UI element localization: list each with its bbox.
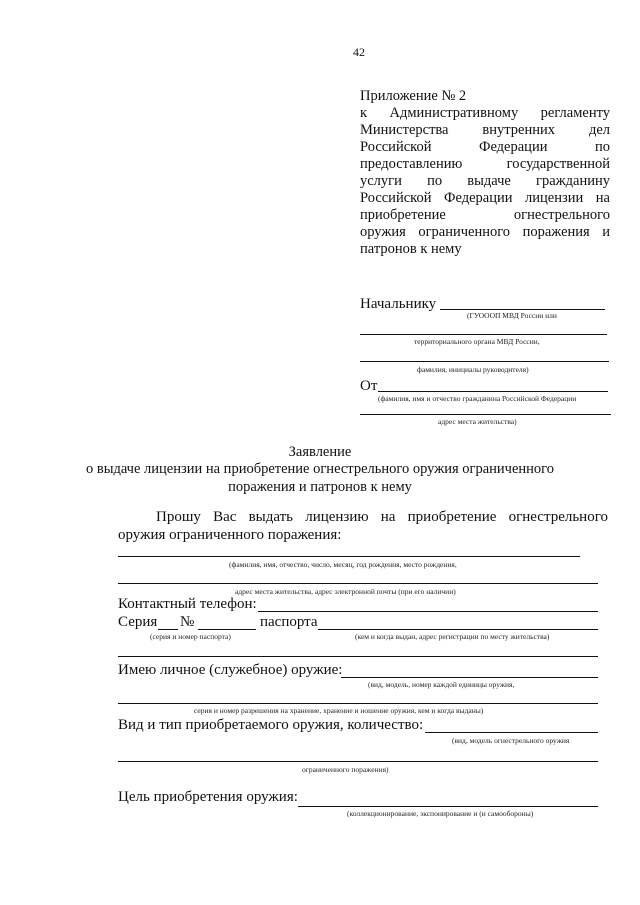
caption-passport-issued: (кем и когда выдан, адрес регистрации по месту жительства): [355, 632, 550, 641]
caption-permit: серия и номер разрешения на хранение, хранение и ношение оружия, кем и когда выданы): [194, 706, 484, 715]
acquire-field[interactable]: [425, 732, 598, 733]
caption-purpose: (коллекционирование, экспонирование и (и самообороны): [347, 809, 534, 818]
own-weapon-label: Имею личное (служебное) оружие:: [118, 662, 343, 678]
caption-head: (ГУОООП МВД России или: [467, 311, 557, 320]
request-line: Прошу Вас выдать лицензию на приобретение огнестрельного: [156, 509, 608, 525]
document-title: Заявление: [288, 444, 352, 460]
request-paragraph: [118, 508, 608, 544]
passport-label: паспорта: [260, 614, 318, 630]
address-field[interactable]: [360, 414, 611, 415]
appendix-line: предоставлению государственной: [360, 156, 610, 172]
appendix-line: Российской Федерации по: [360, 139, 610, 155]
from-field[interactable]: [378, 391, 608, 392]
territorial-field[interactable]: [360, 334, 607, 335]
page-number: 42: [353, 45, 365, 59]
appendix-line: приобретение огнестрельного: [360, 207, 610, 223]
appendix-line: Приложение № 2: [360, 88, 467, 104]
caption-limited: ограниченного поражения): [302, 765, 389, 774]
document-subtitle-line: поражения и патронов к нему: [228, 479, 412, 495]
fio-field[interactable]: [118, 556, 580, 557]
appendix-block: [360, 88, 610, 258]
appendix-line: услуги по выдаче гражданину: [360, 173, 610, 189]
from-label: От: [360, 378, 378, 394]
caption-own-weapon: (вид, модель, номер каждой единицы оружия,: [368, 680, 515, 689]
permit-field[interactable]: [118, 703, 598, 704]
head-label: Начальнику: [360, 296, 437, 312]
appendix-line: патронов к нему: [360, 241, 462, 257]
passport-issued-field[interactable]: [318, 629, 598, 630]
appendix-line: Министерства внутренних дел: [360, 122, 610, 138]
head-field[interactable]: [440, 309, 605, 310]
address-email-field[interactable]: [118, 583, 598, 584]
series-field[interactable]: [158, 629, 178, 630]
number-label: №: [180, 614, 195, 630]
phone-field[interactable]: [258, 611, 598, 612]
series-label: Серия: [118, 614, 158, 630]
purpose-label: Цель приобретения оружия:: [118, 789, 298, 805]
request-line: оружия ограниченного поражения:: [118, 527, 342, 543]
appendix-line: Российской Федерации лицензии на: [360, 190, 610, 206]
phone-label: Контактный телефон:: [118, 596, 257, 612]
caption-from: (фамилия, имя и отчество гражданина Российской Федерации: [378, 394, 577, 403]
own-weapon-field[interactable]: [341, 677, 598, 678]
caption-fio: (фамилия, имя, отчество, число, месяц, год рождения, место рождения,: [229, 560, 457, 569]
caption-address: адрес места жительства): [438, 417, 517, 426]
acquire-extra-field[interactable]: [118, 761, 598, 762]
purpose-field[interactable]: [298, 806, 598, 807]
extra-passport-field[interactable]: [118, 656, 598, 657]
caption-address-email: адрес места жительства, адрес электронной почты (при его наличии): [235, 587, 456, 596]
acquire-label: Вид и тип приобретаемого оружия, количество:: [118, 717, 424, 733]
caption-passport-number: (серия и номер паспорта): [150, 632, 231, 641]
head-name-field[interactable]: [360, 361, 609, 362]
passport-number-field[interactable]: [198, 629, 256, 630]
document-subtitle-line: о выдаче лицензии на приобретение огнестрельного оружия ограниченного: [85, 461, 554, 477]
caption-name: фамилия, инициалы руководителя): [417, 365, 529, 374]
caption-territorial: территориального органа МВД России,: [414, 337, 540, 346]
appendix-line: оружия ограниченного поражения и: [360, 224, 610, 240]
appendix-line: к Административному регламенту: [360, 105, 610, 121]
caption-acquire: (вид, модель огнестрельного оружия: [452, 736, 570, 745]
